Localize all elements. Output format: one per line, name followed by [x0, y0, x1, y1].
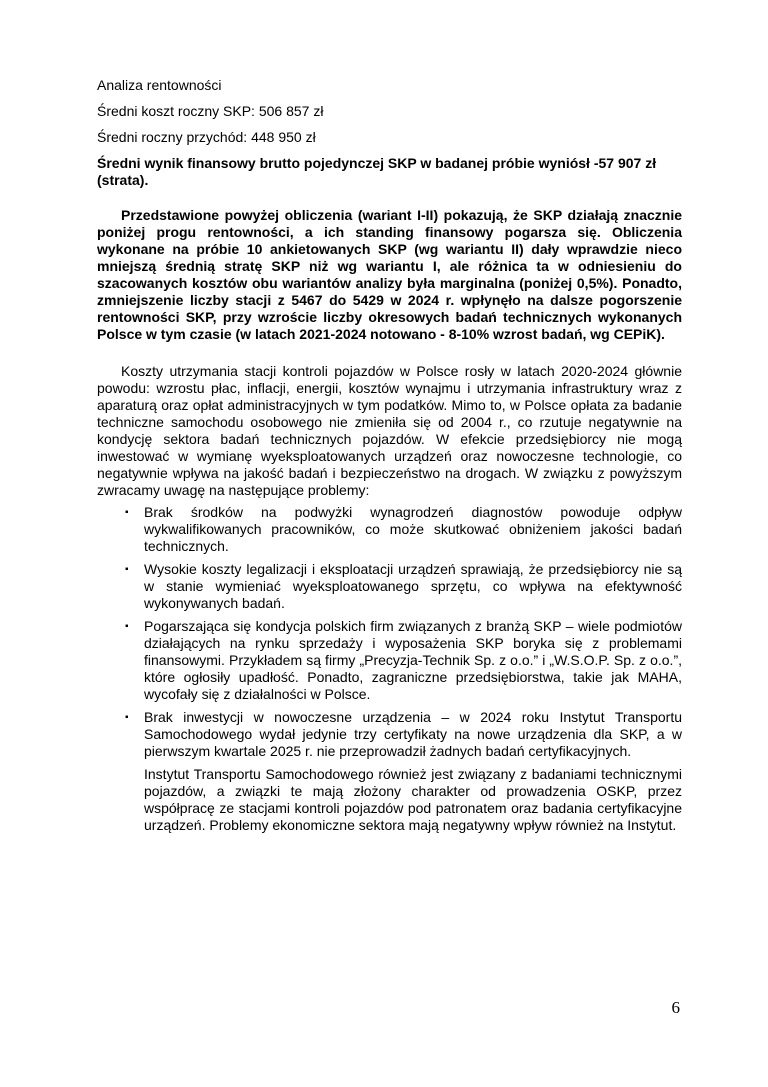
list-item [97, 504, 682, 555]
list-item [97, 618, 682, 703]
average-revenue-line: Średni roczny przychód: 448 950 zł [97, 129, 316, 145]
section-heading: Analiza rentowności [97, 77, 222, 93]
list-item [97, 709, 682, 760]
financial-result-line: Średni wynik finansowy brutto pojedynczej SKP w badanej próbie wyniósł -57 907 zł (strata). [97, 155, 657, 188]
costs-paragraph: Koszty utrzymania stacji kontroli pojazdów w Polsce rosły w latach 2020-2024 głównie powodu: wzrostu płac, inflacji, energii, kosztów wynajmu i utrzymania infrastruktury wraz z aparaturą oraz opłat administracyjnych w tym podatków. Mimo to, w Polsce opłata za badanie techniczne samochodu osobowego nie zmieniła się od 2004 r., co rzutuje negatywnie na kondycję sektora badań technicznych pojazdów. W efekcie przedsiębiorcy nie mogą inwestować w wymianę wyeksploatowanych urządzeń oraz nowoczesne technologie, co negatywnie wpływa na jakość badań i bezpieczeństwo na drogach. W związku z powyższym zwracamy uwagę na następujące problemy: [97, 363, 682, 498]
square-bullet-icon: ▪ [125, 712, 129, 723]
calculations-paragraph: Przedstawione powyżej obliczenia (wariant I-II) pokazują, że SKP działają znacznie poniżej progu rentowności, a ich standing finansowy pogarsza się. Obliczenia wykonane na próbie 10 ankietowanych SKP (wg wariantu II) dały wprawdzie nieco mniejszą średnią stratę SKP niż wg wariantu I, ale różnica ta w odniesieniu do szacowanych kosztów obu wariantów analizy była marginalna (poniżej 0,5%). Ponadto, zmniejszenie liczby stacji z 5467 do 5429 w 2024 r. wpłynęło na dalsze pogorszenie rentowności SKP, przy wzroście liczby okresowych badań technicznych wykonanych Polsce w tym czasie (w latach 2021-2024 notowano - 8-10% wzrost badań, wg CEPiK). [97, 207, 682, 342]
bullet-text: Pogarszająca się kondycja polskich firm związanych z branżą SKP – wiele podmiotów działających na rynku sprzedaży i wyposażenia SKP boryka się z problemami finansowymi. Przykładem są firmy „Precyzja-Technik Sp. z o.o.” i „W.S.O.P. Sp. z o.o.”, które ogłosiły upadłość. Ponadto, zagraniczne przedsiębiorstwa, takie jak MAHA, wycofały się z działalności w Polsce. [144, 618, 682, 702]
page-number: 6 [671, 998, 680, 1017]
list-item [97, 561, 682, 612]
average-cost-line: Średni koszt roczny SKP: 506 857 zł [97, 103, 324, 119]
problems-bullet-list [97, 504, 682, 760]
square-bullet-icon: ▪ [125, 507, 129, 518]
square-bullet-icon: ▪ [125, 621, 129, 632]
followup-paragraph: Instytut Transportu Samochodowego również jest związany z badaniami technicznymi pojazdów, a związki te mają złożony charakter od prowadzenia OSKP, przez współpracę ze stacjami kontroli pojazdów pod patronatem oraz badania certyfikacyjne urządzeń. Problemy ekonomiczne sektora mają negatywny wpływ również na Instytut. [144, 766, 682, 833]
bullet-text: Wysokie koszty legalizacji i eksploatacji urządzeń sprawiają, że przedsiębiorcy nie są w stanie wymieniać wyeksploatowanego sprzętu, co wpływa na efektywność wykonywanych badań. [144, 561, 682, 611]
bullet-text: Brak środków na podwyżki wynagrodzeń diagnostów powoduje odpływ wykwalifikowanych pracowników, co może skutkować obniżeniem jakości badań technicznych. [144, 504, 682, 554]
square-bullet-icon: ▪ [125, 564, 129, 575]
bullet-text: Brak inwestycji w nowoczesne urządzenia – w 2024 roku Instytut Transportu Samochodowego wydał jedynie trzy certyfikaty na nowe urządzenia dla SKP, a w pierwszym kwartale 2025 r. nie przeprowadził żadnych badań certyfikacyjnych. [144, 709, 682, 759]
